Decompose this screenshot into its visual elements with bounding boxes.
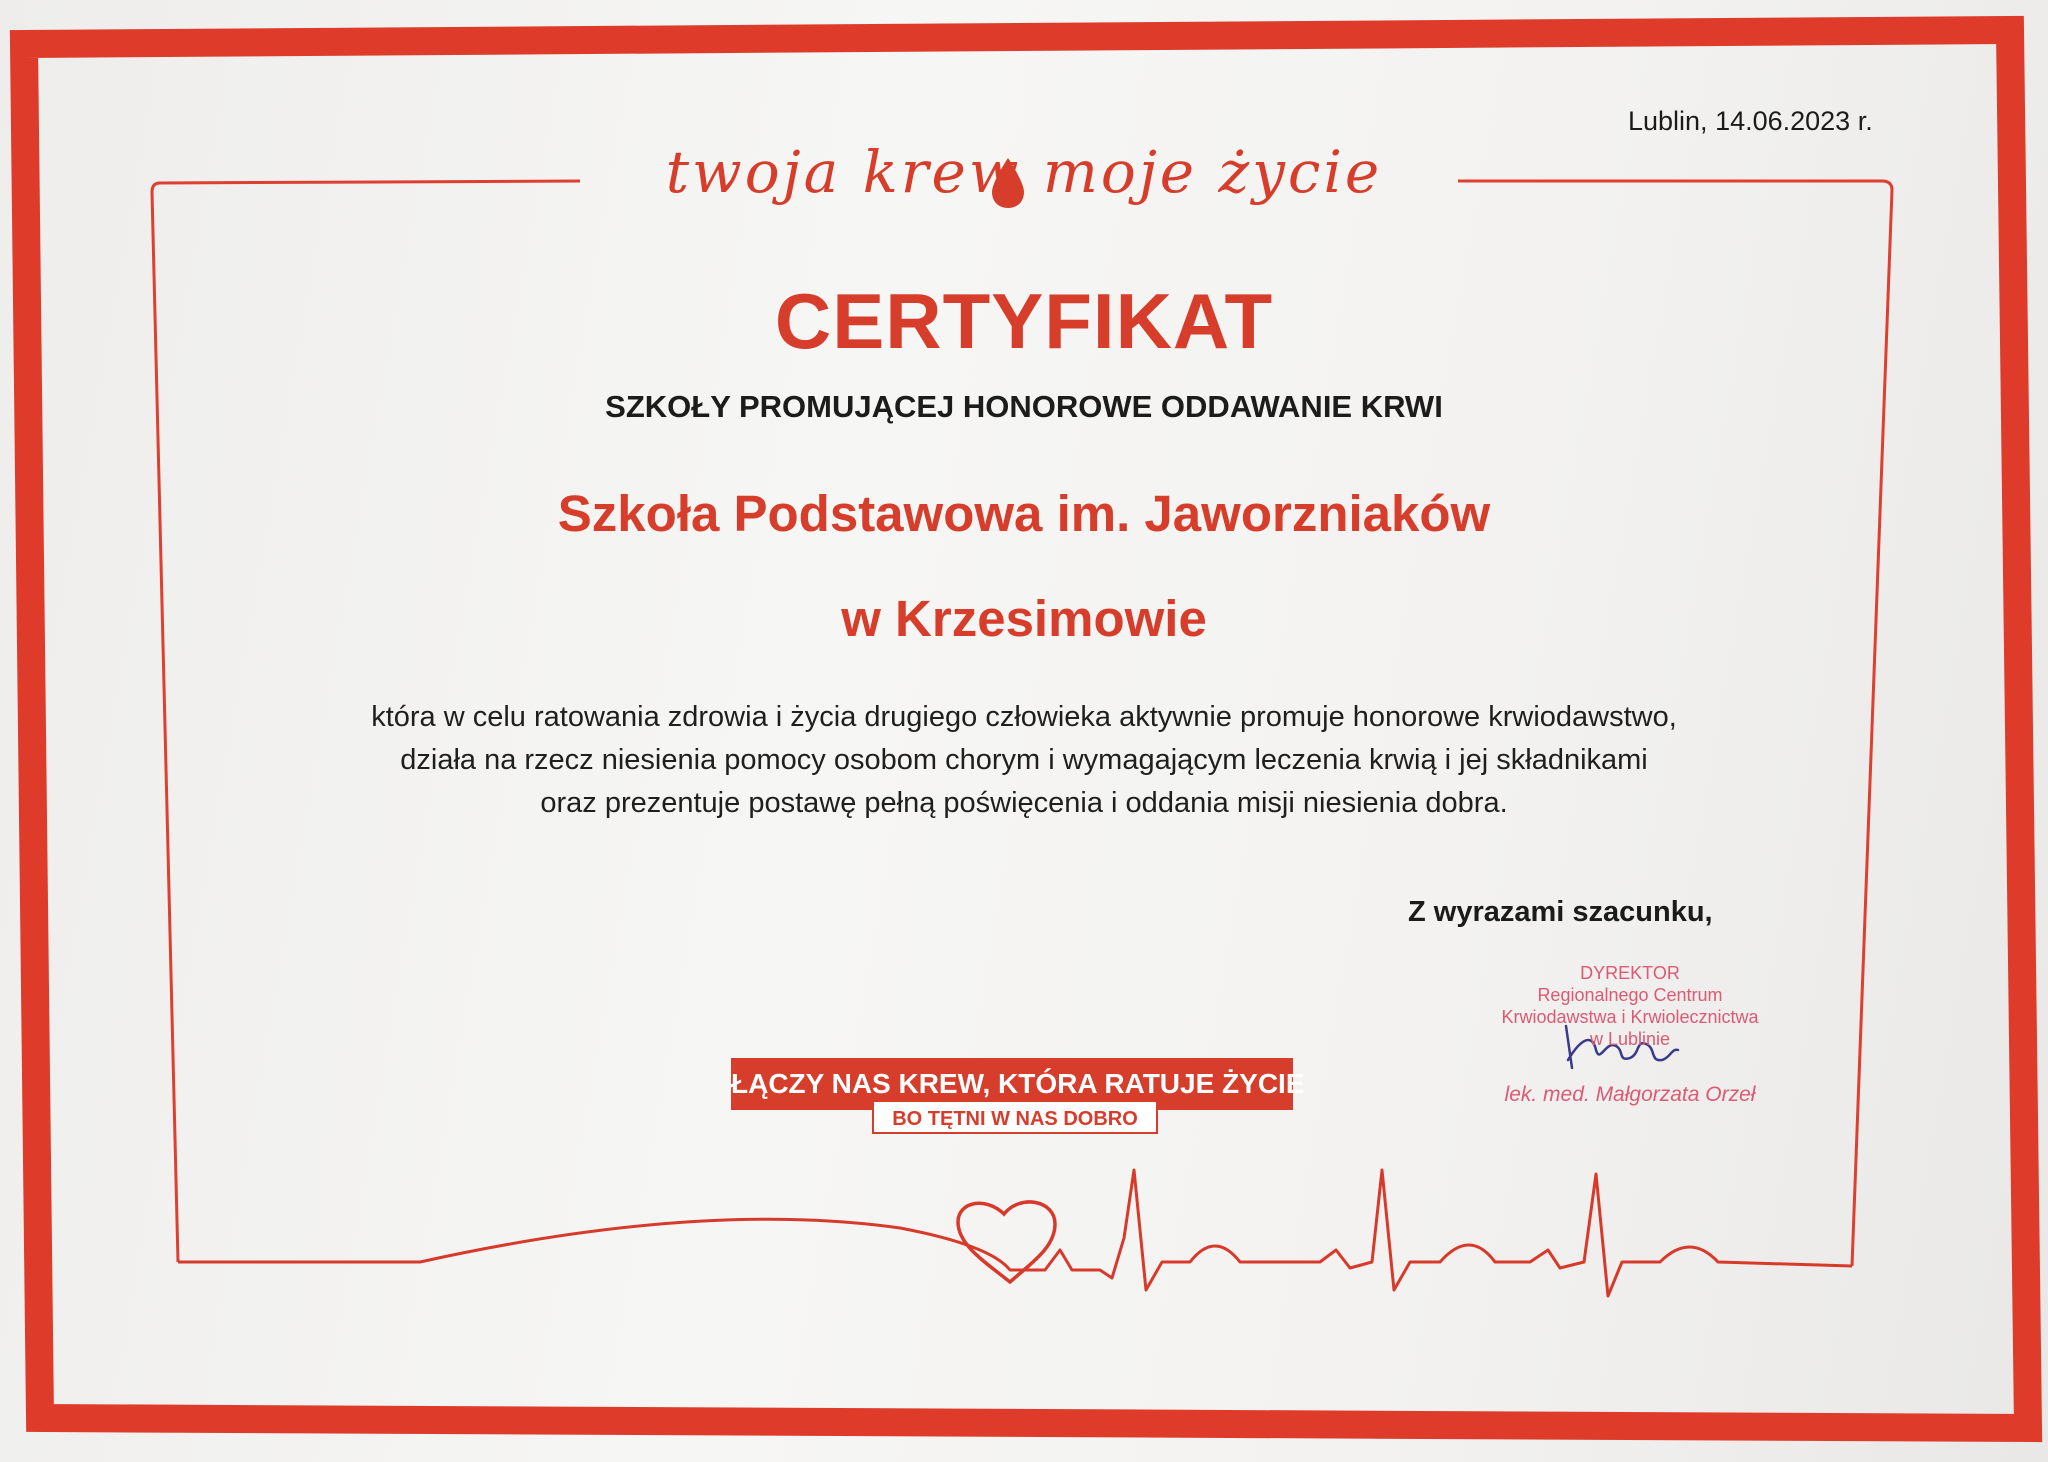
slogan-text: twoja krew moje życie: [665, 138, 1383, 206]
stamp-name: lek. med. Małgorzata Orzeł: [1504, 1083, 1756, 1106]
closing-text: Z wyrazami szacunku,: [1408, 896, 1713, 928]
campaign-subbanner: BO TĘTNI W NAS DOBRO: [872, 1100, 1158, 1134]
stamp-line: Krwiodawstwa i Krwiolecznictwa: [1501, 1007, 1759, 1027]
stamp-title: DYREKTOR: [1580, 963, 1680, 983]
certificate-body: [0, 696, 2048, 825]
body-line: która w celu ratowania zdrowia i życia drugiego człowieka aktywnie promuje honorowe krwiodawstwo,: [371, 701, 1677, 733]
place-date: Lublin, 14.06.2023 r.: [1628, 106, 1873, 136]
body-line: oraz prezentuje postawę pełną poświęcenia i oddania misji niesienia dobra.: [540, 787, 1508, 819]
director-stamp: [1470, 962, 1790, 1106]
school-location: w Krzesimowie: [841, 590, 1207, 647]
stamp-line: w Lublinie: [1589, 1029, 1671, 1049]
campaign-banner: ŁĄCZY NAS KREW, KTÓRA RATUJE ŻYCIE: [731, 1058, 1293, 1110]
slogan-logo: [0, 134, 2048, 224]
body-line: działa na rzecz niesienia pomocy osobom chorym i wymagającym leczenia krwią i jej składnikami: [400, 744, 1648, 776]
stamp-line: Regionalnego Centrum: [1537, 985, 1723, 1005]
certificate-subtitle: SZKOŁY PROMUJĄCEJ HONOROWE ODDAWANIE KRWI: [605, 389, 1443, 424]
certificate-title: CERTYFIKAT: [774, 277, 1274, 365]
school-name: Szkoła Podstawowa im. Jaworzniaków: [557, 485, 1491, 542]
